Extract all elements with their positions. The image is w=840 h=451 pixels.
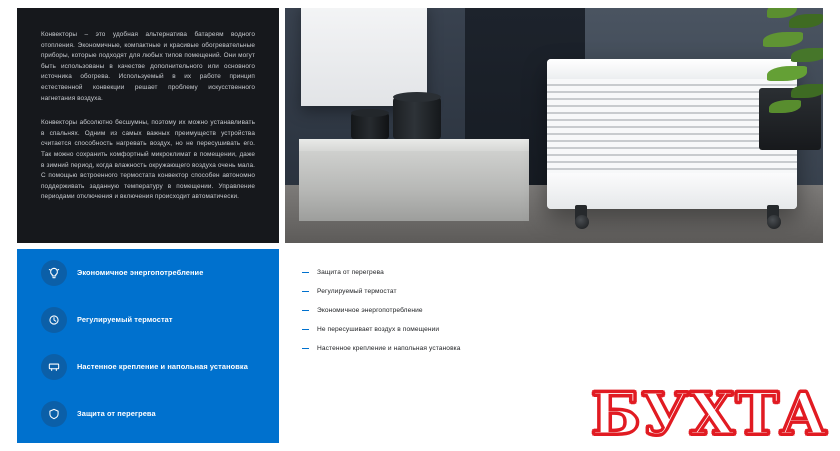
description-paragraph-2: Конвекторы абсолютно бесшумны, поэтому их можно устанавливать в спальнях. Одним из самых важных преимуществ устройства считается способность нагревать воздух, но не пересушивать его. Так можно сохранить комфортный микроклимат в помещении, даже в зимний период, когда влажность окружающего воздуха очень мала. С помощью встроенного термостата конвектор способен автономно поддерживать заданную температуру в помещении. Управление периодами отключения и включения происходит автоматически. [41,119,255,201]
thermostat-icon [41,307,67,333]
list-item-label: Экономичное энергопотребление [317,307,423,314]
list-item-label: Защита от перегрева [317,269,384,276]
photo-pedestal [299,151,529,221]
feature-item-power-saving [17,249,279,296]
feature-label: Регулируемый термостат [77,314,173,324]
list-item-label: Настенное крепление и напольная установка [317,345,461,352]
list-item [302,263,823,282]
features-panel [17,249,279,443]
photo-leaf [791,48,823,62]
heater-wheel-right [767,215,781,229]
description-panel [17,8,279,243]
photo-leaf [763,32,803,47]
list-item [302,301,823,320]
photo-plant [741,8,823,190]
photo-leaf [767,66,807,81]
list-item [302,339,823,358]
photo-pedestal-top [299,139,529,151]
dash-icon [302,310,309,311]
heater-wheel-left [575,215,589,229]
feature-label: Защита от перегрева [77,408,156,418]
feature-item-thermostat [17,296,279,343]
feature-label: Настенное крепление и напольная установка [77,361,248,371]
list-item-label: Не пересушивает воздух в помещении [317,326,440,333]
photo-decor-cylinder-large [393,97,441,139]
list-item [302,282,823,301]
watermark: БУХТА [590,380,828,448]
list-item [302,320,823,339]
wall-mount-icon [41,354,67,380]
dash-icon [302,272,309,273]
dash-icon [302,348,309,349]
photo-decor-cylinder-small [351,113,389,139]
list-item-label: Регулируемый термостат [317,288,397,295]
description-paragraph-1: Конвекторы – это удобная альтернатива батареям водного отопления. Экономичные, компактные и красивые обогревательные приборы, которые подходят для любых типов помещений. Они могут быть использованы в качестве дополнительного или основного источника обогрева. Используемый в их работе принцип естественной конвекции решает проблему искусственного нагнетания воздуха. [41,31,255,102]
dash-icon [302,329,309,330]
power-saving-icon [41,260,67,286]
shield-icon [41,401,67,427]
feature-item-overheat-protection [17,390,279,437]
feature-label: Экономичное энергопотребление [77,267,204,277]
feature-item-wall-mount [17,343,279,390]
photo-leaf [789,14,823,28]
dash-icon [302,291,309,292]
product-photo [285,8,823,243]
